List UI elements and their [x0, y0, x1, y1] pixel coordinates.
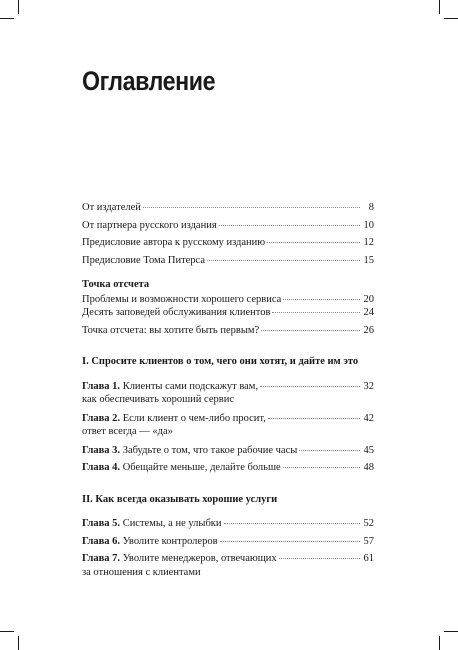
entry-text-continued: как обеспечивать хороший сервис	[82, 394, 234, 405]
entry-text: Предисловие Тома Питерса	[82, 254, 206, 266]
page-number: 61	[363, 553, 374, 564]
chapter-label: Глава 4.	[82, 462, 121, 473]
crop-mark-bottom-right	[439, 636, 440, 650]
chapter-label: Глава 7.	[82, 553, 121, 564]
dot-leader	[268, 417, 360, 419]
entry-text: Уволите контролеров	[122, 535, 218, 547]
section-heading-start: Точка отсчета	[82, 279, 150, 290]
dot-leader	[267, 241, 360, 243]
crop-mark-top-left	[18, 0, 19, 14]
dot-leader	[224, 522, 360, 524]
entry-text: Точка отсчета: вы хотите быть первым?	[82, 324, 260, 336]
page-number: 52	[363, 518, 374, 529]
toc-entry[interactable]	[82, 201, 374, 215]
entry-text: Забудьте о том, что такое рабочие часы	[122, 444, 298, 456]
page-number: 32	[363, 380, 374, 392]
dot-leader	[143, 206, 360, 208]
page-number: 48	[363, 462, 374, 473]
entry-text: Уволите менеджеров, отвечающих	[122, 553, 277, 564]
page-number: 24	[363, 307, 374, 318]
entry-text: Проблемы и возможности хорошего сервиса	[82, 293, 282, 305]
part-heading-2: II. Как всегда оказывать хорошие услуги	[82, 493, 278, 505]
dot-leader	[261, 329, 360, 331]
table-of-contents	[82, 201, 374, 579]
toc-entry[interactable]	[82, 219, 374, 233]
crop-mark-top-left-h	[0, 18, 14, 19]
toc-entry[interactable]	[82, 461, 374, 475]
toc-entry[interactable]	[82, 324, 374, 338]
toc-entry[interactable]	[82, 380, 374, 407]
crop-mark-bottom-right-h	[444, 631, 458, 632]
dot-leader	[272, 311, 360, 313]
entry-text: Обещайте меньше, делайте больше	[122, 462, 281, 473]
chapter-label: Глава 1.	[82, 380, 121, 392]
entry-text: Предисловие автора к русскому изданию	[82, 237, 266, 248]
page-number: 12	[363, 237, 374, 248]
page-number: 20	[363, 293, 374, 305]
toc-entry[interactable]	[82, 552, 374, 579]
chapter-label: Глава 2.	[82, 412, 121, 424]
dot-leader	[283, 466, 360, 468]
entry-text: Системы, а не улыбки	[122, 518, 222, 529]
toc-entry[interactable]	[82, 535, 374, 549]
page-number: 45	[363, 444, 374, 456]
dot-leader	[299, 449, 360, 451]
toc-entry[interactable]	[82, 254, 374, 268]
page-number: 10	[363, 219, 374, 231]
entry-text: Клиенты сами подскажут вам,	[122, 380, 259, 392]
entry-text: Если клиент о чем-либо просит,	[122, 412, 266, 424]
chapter-label: Глава 5.	[82, 518, 121, 529]
entry-text-continued: за отношения с клиентами	[82, 566, 201, 578]
toc-entry[interactable]	[82, 444, 374, 458]
toc-entry[interactable]	[82, 293, 374, 307]
page-number: 8	[368, 202, 374, 213]
dot-leader	[220, 540, 360, 542]
page-number: 42	[363, 412, 374, 424]
dot-leader	[260, 385, 360, 387]
toc-entry[interactable]	[82, 236, 374, 250]
page-title: Оглавление	[82, 66, 216, 96]
dot-leader	[219, 224, 360, 226]
crop-mark-top-right-h	[444, 18, 458, 19]
entry-text: От партнера русского издания	[82, 219, 217, 231]
part-heading-1: I. Спросите клиентов о том, чего они хотят, и дайте им это	[82, 356, 359, 367]
crop-mark-bottom-left-h	[0, 631, 14, 632]
chapter-label: Глава 6.	[82, 535, 121, 547]
page-number: 15	[363, 254, 374, 266]
crop-mark-bottom-left	[18, 636, 19, 650]
dot-leader	[207, 259, 360, 261]
toc-entry[interactable]	[82, 306, 374, 320]
page-number: 26	[363, 324, 374, 336]
toc-entry[interactable]	[82, 517, 374, 531]
entry-text-continued: ответ всегда — «да»	[82, 426, 173, 437]
toc-entry[interactable]	[82, 412, 374, 439]
entry-text: Десять заповедей обслуживания клиентов	[82, 307, 271, 318]
page-number: 57	[363, 535, 374, 547]
dot-leader	[279, 557, 360, 559]
dot-leader	[283, 298, 360, 300]
entry-text: От издателей	[82, 202, 141, 213]
crop-mark-top-right	[439, 0, 440, 14]
chapter-label: Глава 3.	[82, 444, 121, 456]
